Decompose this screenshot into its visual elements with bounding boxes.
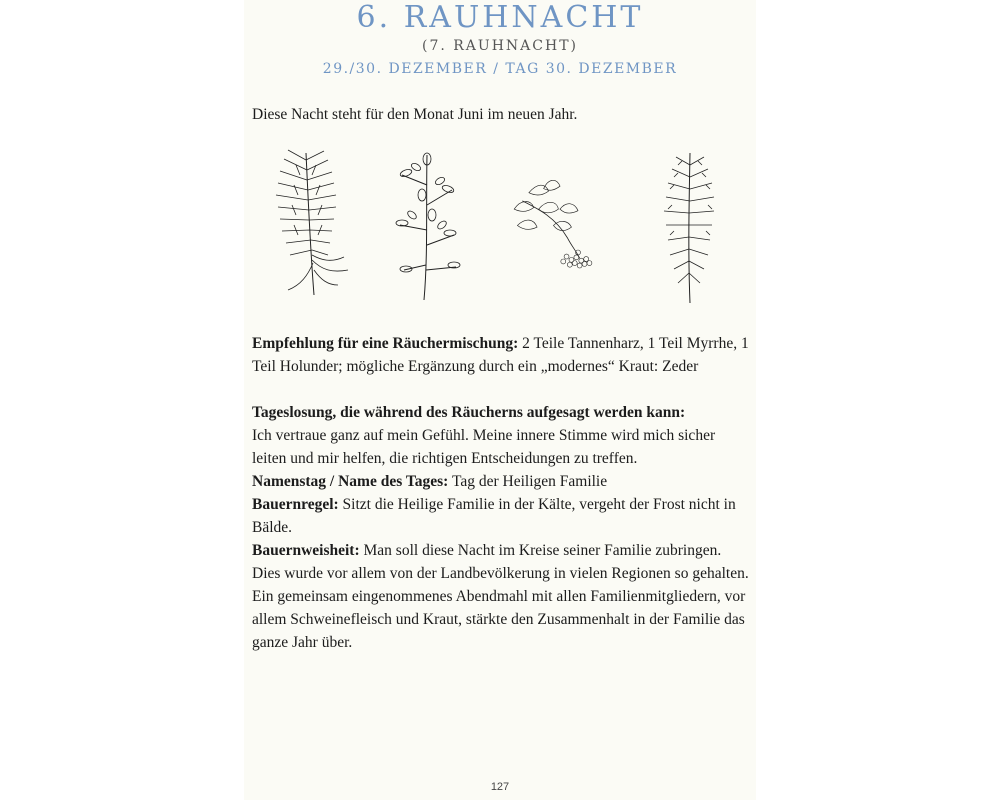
page-number: 127 bbox=[490, 781, 510, 793]
content-blocks bbox=[252, 401, 752, 654]
mixture-section bbox=[252, 332, 752, 378]
page-title: 6. RAUHNACHT bbox=[356, 0, 644, 35]
intro-paragraph: Diese Nacht steht für den Monat Juni im neuen Jahr. bbox=[252, 106, 578, 123]
elder-branch-icon bbox=[506, 145, 596, 310]
farmer-rule-text: Sitzt die Heilige Familie in der Kälte, vergeht der Frost nicht in Bälde. bbox=[252, 496, 736, 536]
farmer-wisdom-label: Bauernweisheit: bbox=[252, 542, 360, 559]
nameday-label: Namenstag / Name des Tages: bbox=[252, 473, 449, 490]
date-line: 29./30. DEZEMBER / TAG 30. DEZEMBER bbox=[322, 61, 678, 77]
cedar-sprig-icon bbox=[644, 145, 734, 310]
page-subtitle: (7. RAUHNACHT) bbox=[421, 38, 578, 54]
myrrh-sprig-icon bbox=[382, 145, 472, 310]
farmer-wisdom-text: Man soll diese Nacht im Kreise seiner Familie zubringen. Dies wurde vor allem von der Landbevölkerung in vielen Regionen so gehalten. Ein gemeinsam eingenommenes Abendmahl mit allen Familienmitgliedern, vor allem Schweinefleisch und Kraut, stärkte den Zusammenhalt in der Familie das ganze Jahr über. bbox=[252, 542, 749, 651]
motto-label: Tageslosung, die während des Räucherns aufgesagt werden kann: bbox=[252, 404, 686, 421]
motto-text: Ich vertraue ganz auf mein Gefühl. Meine innere Stimme wird mich sicher leiten und mir helfen, die richtigen Entscheidungen zu treffen. bbox=[252, 427, 716, 467]
farmer-rule-label: Bauernregel: bbox=[252, 496, 339, 513]
intro-text bbox=[252, 103, 752, 126]
nameday-text: Tag der Heiligen Familie bbox=[451, 473, 608, 490]
mixture-label: Empfehlung für eine Räuchermischung: bbox=[252, 335, 519, 352]
fir-branch-icon bbox=[266, 145, 356, 310]
mixture-text: 2 Teile Tannenharz, 1 Teil Myrrhe, 1 Teil Holunder; mögliche Ergänzung durch ein „modernes“ Kraut: Zeder bbox=[252, 335, 749, 375]
book-page bbox=[244, 0, 756, 800]
